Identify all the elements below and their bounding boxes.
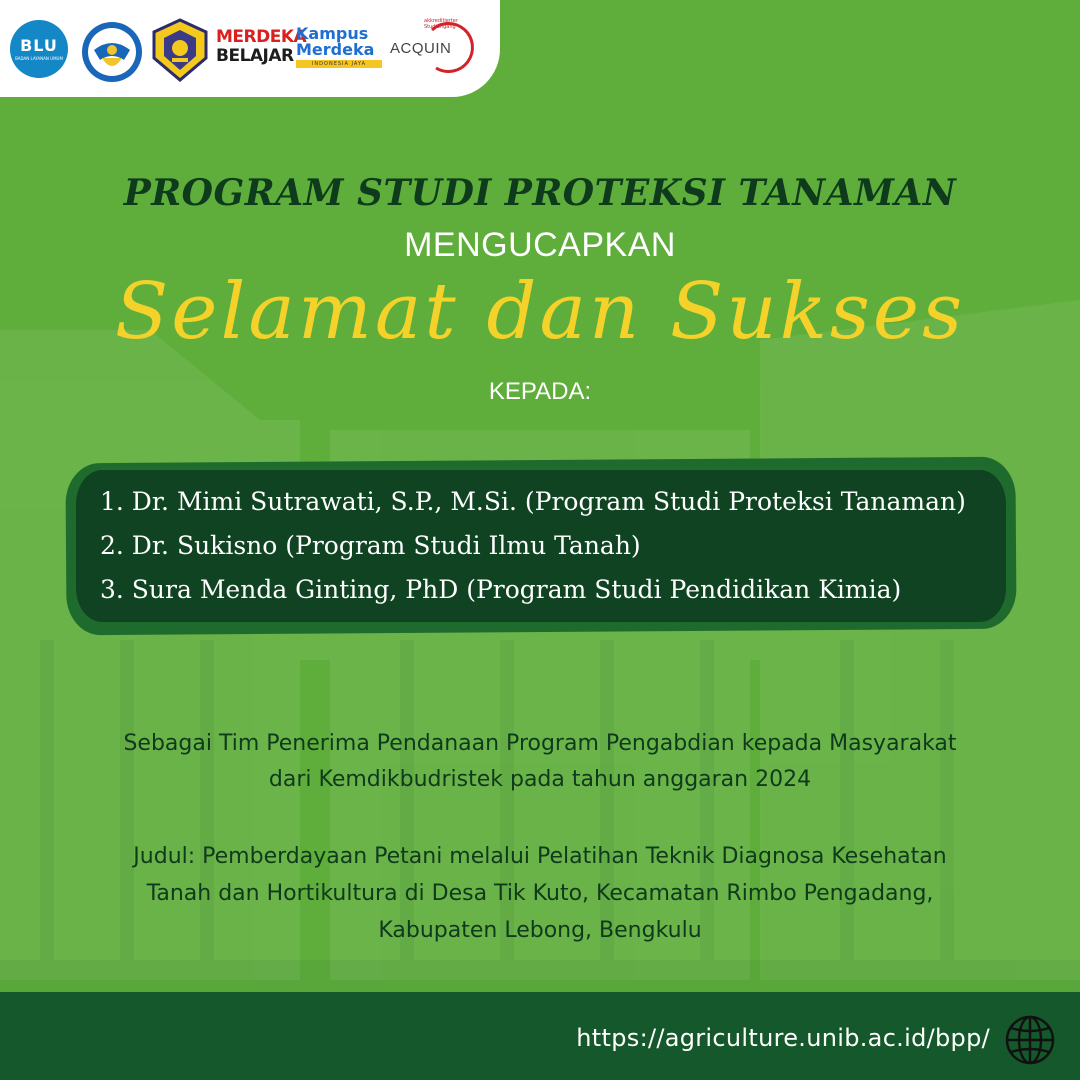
blu-logo: BLU BADAN LAYANAN UMUM — [10, 20, 68, 78]
description-line: Sebagai Tim Penerima Pendanaan Program Pengabdian kepada Masyarakat — [123, 731, 957, 756]
acquin-logo: akkreditierter Studiengang ACQUIN — [388, 14, 480, 80]
judul-line: Tanah dan Hortikultura di Desa Tik Kuto, Kecamatan Rimbo Pengadang, — [146, 881, 934, 906]
description-line: dari Kemdikbudristek pada tahun anggaran 2024 — [268, 767, 812, 792]
recipient-item: 1. Dr. Mimi Sutrawati, S.P., M.Si. (Program Studi Proteksi Tanaman) — [100, 487, 966, 516]
selamat-sukses-script: Selamat dan Sukses — [114, 267, 966, 357]
recipient-list — [100, 480, 1000, 612]
kepada-label: KEPADA: — [488, 378, 592, 405]
tut-wuri-handayani-logo — [80, 18, 144, 86]
judul-line: Kabupaten Lebong, Bengkulu — [378, 918, 702, 943]
recipient-item: 2. Dr. Sukisno (Program Studi Ilmu Tanah) — [100, 531, 641, 560]
logo-bar — [0, 0, 500, 97]
unib-logo — [150, 16, 210, 84]
judul-line: Judul: Pemberdayaan Petani melalui Pelatihan Teknik Diagnosa Kesehatan — [133, 844, 947, 869]
merdeka-belajar-logo: MERDEKA BELAJAR — [216, 27, 307, 66]
website-link[interactable]: https://agriculture.unib.ac.id/bpp/ — [576, 1024, 990, 1052]
globe-icon — [1004, 1014, 1056, 1066]
mengucapkan-heading: MENGUCAPKAN — [404, 226, 676, 264]
kampus-merdeka-logo: Kampus Merdeka INDONESIA JAYA — [296, 26, 386, 74]
description — [40, 726, 1040, 798]
recipient-item: 3. Sura Menda Ginting, PhD (Program Studi Pendidikan Kimia) — [100, 575, 902, 604]
program-title: PROGRAM STUDI PROTEKSI TANAMAN — [123, 172, 957, 214]
judul-text — [40, 838, 1040, 949]
